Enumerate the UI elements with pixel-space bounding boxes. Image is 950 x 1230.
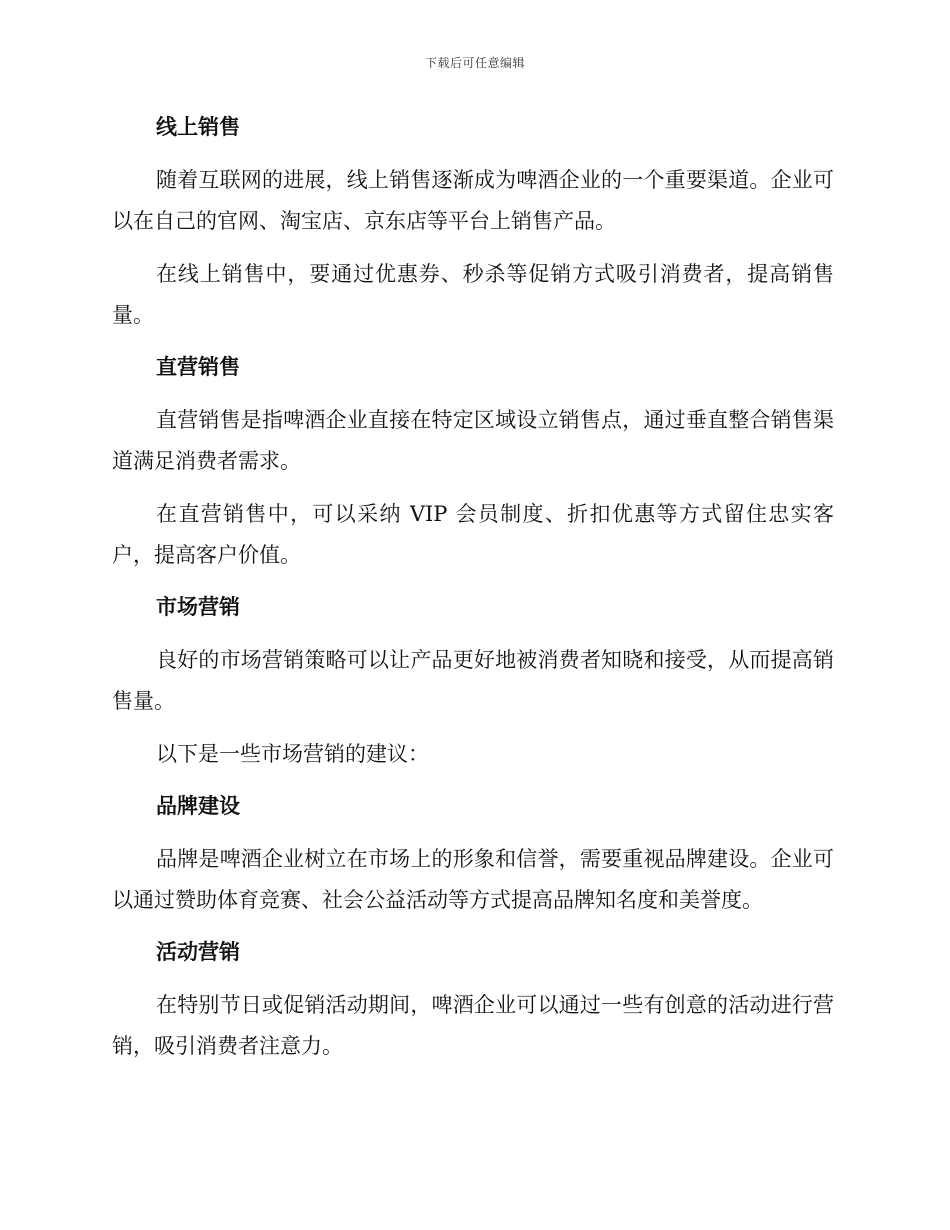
- page-header-note: 下载后可任意编辑: [424, 56, 525, 70]
- paragraph-event-1: 在特别节日或促销活动期间，啤酒企业可以通过一些有创意的活动进行营销，吸引消费者注意力。: [112, 993, 834, 1058]
- section-heading-marketing: 市场营销: [156, 595, 240, 619]
- section-heading-online-sales: 线上销售: [156, 115, 240, 139]
- section-heading-event-marketing: 活动营销: [156, 940, 240, 964]
- paragraph-direct-2: 在直营销售中，可以采纳 VIP 会员制度、折扣优惠等方式留住忠实客户，提高客户价值。: [112, 502, 834, 567]
- document-body: [112, 108, 834, 1067]
- paragraph-marketing-2: 以下是一些市场营销的建议：: [156, 742, 429, 766]
- paragraph-marketing-1: 良好的市场营销策略可以让产品更好地被消费者知晓和接受，从而提高销售量。: [112, 648, 834, 713]
- paragraph-online-1: 随着互联网的进展，线上销售逐渐成为啤酒企业的一个重要渠道。企业可以在自己的官网、淘宝店、京东店等平台上销售产品。: [112, 168, 834, 233]
- section-heading-direct-sales: 直营销售: [156, 355, 240, 379]
- paragraph-direct-1: 直营销售是指啤酒企业直接在特定区域设立销售点，通过垂直整合销售渠道满足消费者需求。: [112, 408, 834, 473]
- paragraph-online-2: 在线上销售中，要通过优惠券、秒杀等促销方式吸引消费者，提高销售量。: [112, 262, 834, 327]
- paragraph-brand-1: 品牌是啤酒企业树立在市场上的形象和信誉，需要重视品牌建设。企业可以通过赞助体育竞赛、社会公益活动等方式提高品牌知名度和美誉度。: [112, 847, 834, 912]
- section-heading-brand-building: 品牌建设: [156, 794, 240, 818]
